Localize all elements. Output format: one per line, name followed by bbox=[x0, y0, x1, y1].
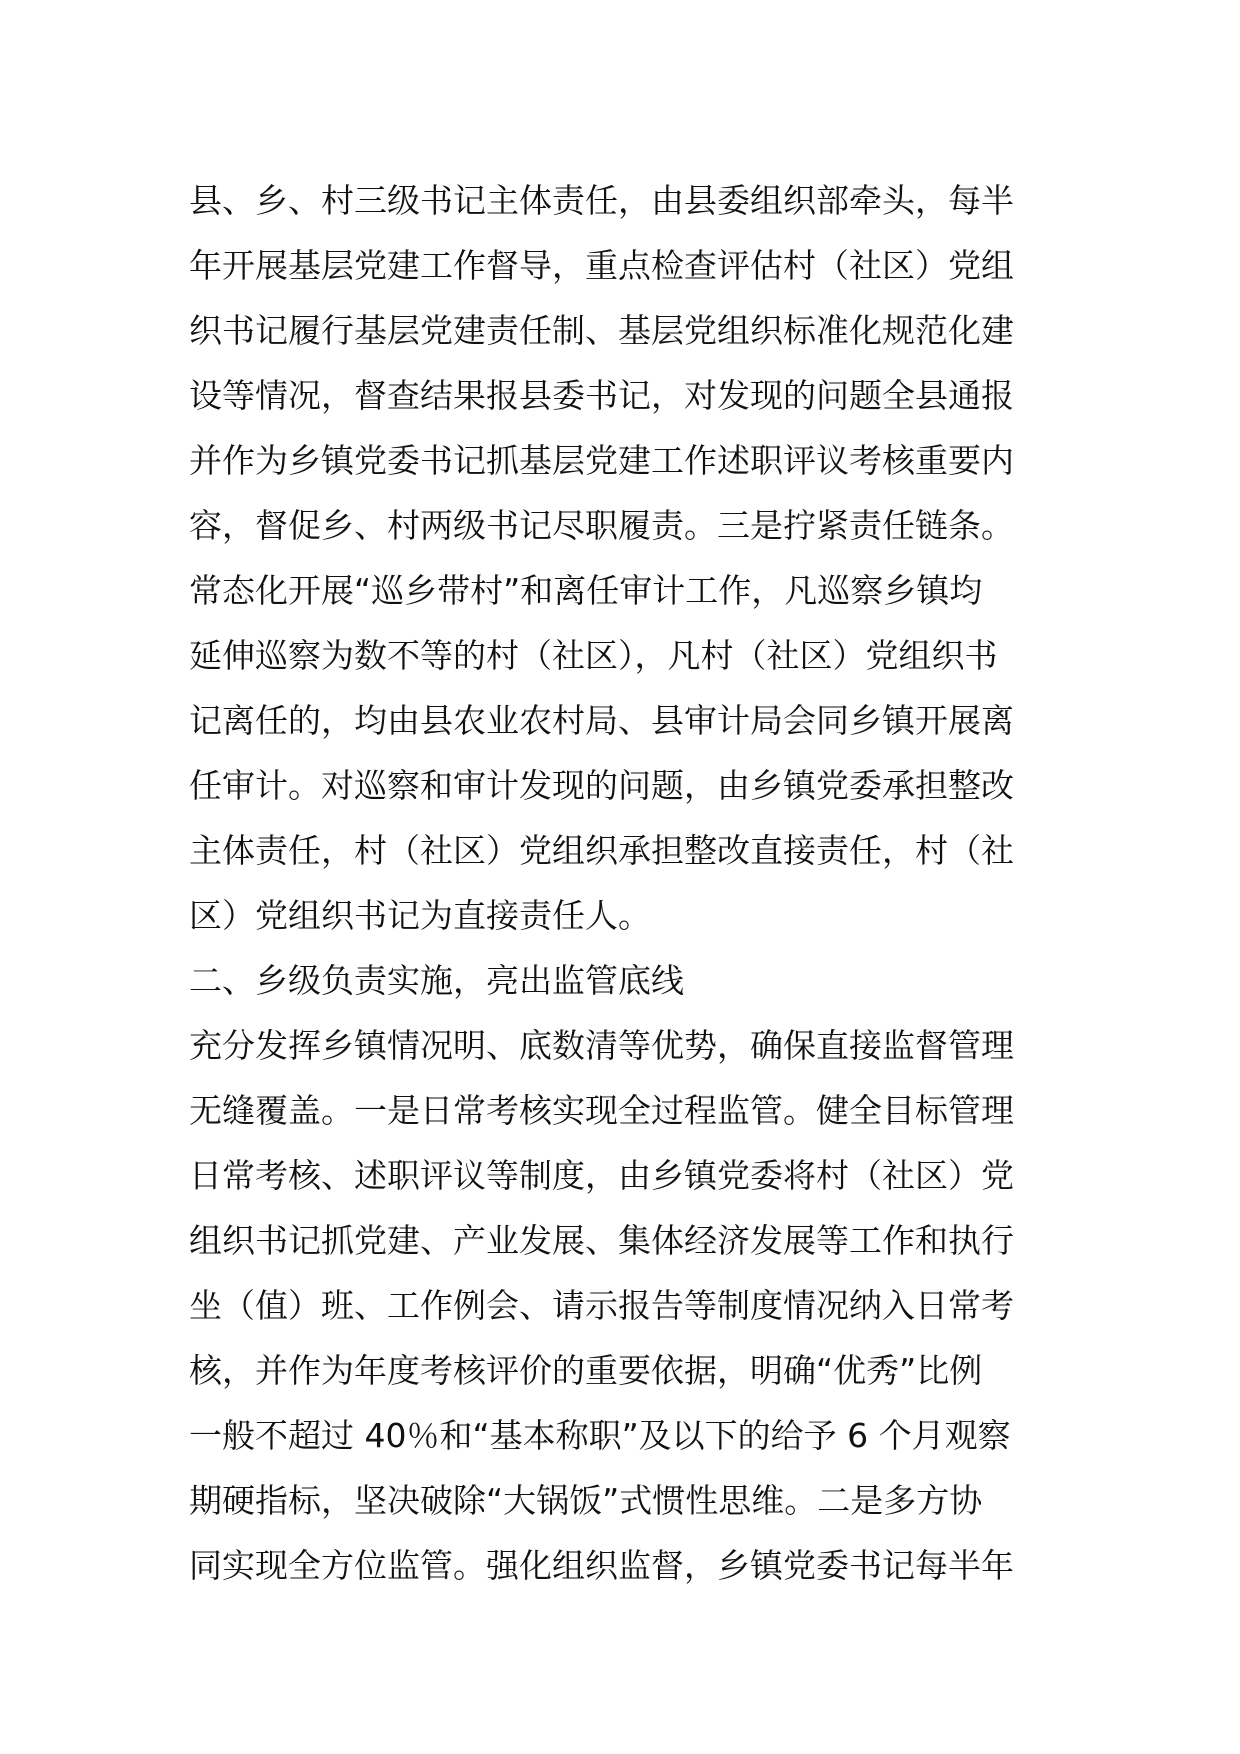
text-line: 县、乡、村三级书记主体责任，由县委组织部牵头，每半 bbox=[189, 181, 1014, 220]
text-line: 核，并作为年度考核评价的重要依据，明确“优秀”比例 bbox=[189, 1351, 983, 1390]
text-line: 区）党组织书记为直接责任人。 bbox=[189, 896, 651, 935]
text-line: 延伸巡察为数不等的村（社区），凡村（社区）党组织书 bbox=[189, 636, 998, 675]
text-line: 设等情况，督查结果报县委书记，对发现的问题全县通报 bbox=[189, 376, 1014, 415]
section-heading: 二、乡级负责实施，亮出监管底线 bbox=[189, 961, 684, 1000]
text-line: 容，督促乡、村两级书记尽职履责。三是拧紧责任链条。 bbox=[189, 506, 1014, 545]
text-line: 无缝覆盖。一是日常考核实现全过程监管。健全目标管理 bbox=[189, 1091, 1014, 1130]
text-line: 同实现全方位监管。强化组织监督，乡镇党委书记每半年 bbox=[189, 1546, 1014, 1585]
text-line: 一般不超过 40％和“基本称职”及以下的给予 6 个月观察 bbox=[189, 1416, 1011, 1455]
text-line: 日常考核、述职评议等制度，由乡镇党委将村（社区）党 bbox=[189, 1156, 1014, 1195]
text-line: 年开展基层党建工作督导，重点检查评估村（社区）党组 bbox=[189, 246, 1014, 285]
document-body bbox=[189, 168, 1061, 1598]
text-line: 常态化开展“巡乡带村”和离任审计工作，凡巡察乡镇均 bbox=[189, 571, 983, 610]
text-line: 任审计。对巡察和审计发现的问题，由乡镇党委承担整改 bbox=[189, 766, 1014, 805]
text-line: 主体责任，村（社区）党组织承担整改直接责任，村（社 bbox=[189, 831, 1014, 870]
text-line: 组织书记抓党建、产业发展、集体经济发展等工作和执行 bbox=[189, 1221, 1014, 1260]
text-line: 并作为乡镇党委书记抓基层党建工作述职评议考核重要内 bbox=[189, 441, 1014, 480]
text-line: 坐（值）班、工作例会、请示报告等制度情况纳入日常考 bbox=[189, 1286, 1014, 1325]
text-line: 记离任的，均由县农业农村局、县审计局会同乡镇开展离 bbox=[189, 701, 1014, 740]
text-line: 期硬指标，坚决破除“大锅饭”式惯性思维。二是多方协 bbox=[189, 1481, 983, 1520]
text-line: 织书记履行基层党建责任制、基层党组织标准化规范化建 bbox=[189, 311, 1014, 350]
text-line: 充分发挥乡镇情况明、底数清等优势，确保直接监督管理 bbox=[189, 1026, 1014, 1065]
